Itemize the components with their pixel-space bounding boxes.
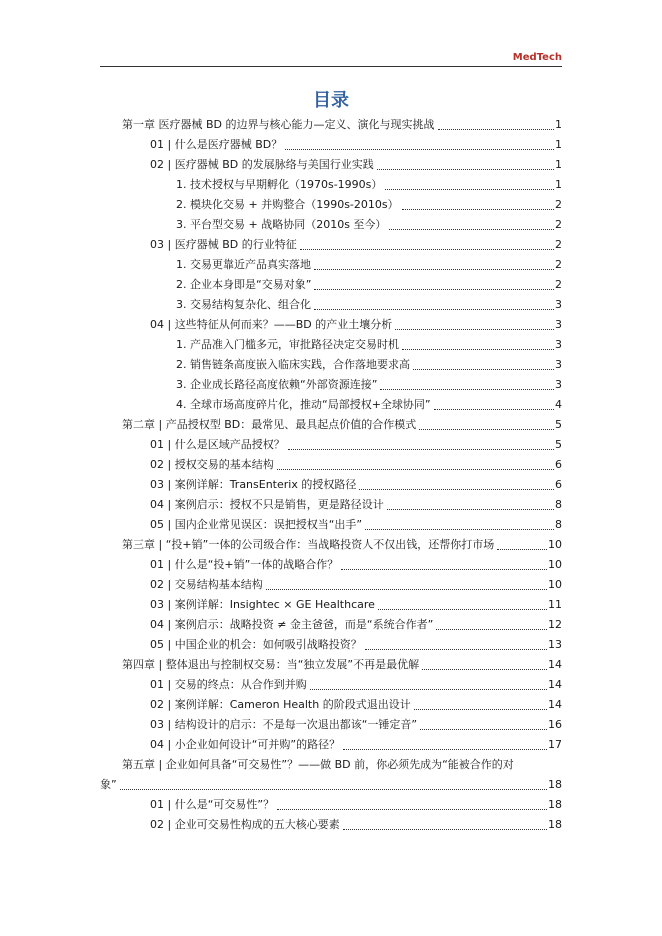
toc-page-number: 10 <box>548 578 562 591</box>
toc-entry[interactable] <box>100 655 562 675</box>
toc-entry[interactable] <box>100 495 562 515</box>
toc-entry-title: 3. 平台型交易 + 战略协同（2010s 至今） <box>176 218 387 231</box>
toc-entry[interactable] <box>100 175 562 195</box>
toc-entry[interactable] <box>100 355 562 375</box>
toc-entry[interactable] <box>100 295 562 315</box>
toc-dot-leader <box>434 409 554 410</box>
toc-entry[interactable] <box>100 215 562 235</box>
toc-dot-leader <box>387 509 554 510</box>
toc-dot-leader <box>310 689 547 690</box>
toc-entry[interactable] <box>100 795 562 815</box>
toc-entry-title: 2. 模块化交易 + 并购整合（1990s-2010s） <box>176 198 399 211</box>
toc-dot-leader <box>120 789 547 790</box>
toc-dot-leader <box>414 709 547 710</box>
toc-dot-leader <box>314 269 554 270</box>
toc-dot-leader <box>436 629 547 630</box>
toc-page-number: 2 <box>555 218 562 231</box>
toc-dot-leader <box>277 809 547 810</box>
toc-page-number: 12 <box>548 618 562 631</box>
toc-page-number: 17 <box>548 738 562 751</box>
toc-page-number: 10 <box>548 538 562 551</box>
toc-entry-title: 02 | 交易结构基本结构 <box>150 578 263 591</box>
toc-page-number: 13 <box>548 638 562 651</box>
toc-entry[interactable] <box>100 255 562 275</box>
toc-dot-leader <box>402 349 554 350</box>
toc-dot-leader <box>395 329 554 330</box>
toc-entry[interactable] <box>100 555 562 575</box>
toc-entry-title: 05 | 中国企业的机会：如何吸引战略投资？ <box>150 638 362 651</box>
toc-page-number: 18 <box>548 778 562 791</box>
toc-page-number: 6 <box>555 458 562 471</box>
toc-entry-title: 3. 交易结构复杂化、组合化 <box>176 298 311 311</box>
toc-entry-title: 3. 企业成长路径高度依赖“外部资源连接” <box>176 378 378 391</box>
toc-entry[interactable] <box>100 675 562 695</box>
toc-dot-leader <box>343 829 547 830</box>
toc-entry-title: 03 | 结构设计的启示：不是每一次退出都该“一锤定音” <box>150 718 418 731</box>
toc-entry-title: 03 | 医疗器械 BD 的行业特征 <box>150 238 297 251</box>
toc-entry-title: 04 | 案例启示：战略投资 ≠ 金主爸爸，而是“系统合作者” <box>150 618 434 631</box>
toc-page-number: 2 <box>555 278 562 291</box>
toc-entry-title: 03 | 案例详解：Insightec × GE Healthcare <box>150 598 375 611</box>
toc-entry-title: 1. 交易更靠近产品真实落地 <box>176 258 311 271</box>
toc-dot-leader <box>497 549 547 550</box>
toc-entry-title: 01 | 什么是“可交易性”？ <box>150 798 275 811</box>
toc-entry-title: 1. 产品准入门槛多元，审批路径决定交易时机 <box>176 338 399 351</box>
header-brand: MedTech <box>512 52 562 63</box>
toc-dot-leader <box>365 649 547 650</box>
toc-entry-title: 4. 全球市场高度碎片化，推动“局部授权+全球协同” <box>176 398 431 411</box>
toc-page-number: 1 <box>555 138 562 151</box>
toc-entry-title: 02 | 企业可交易性构成的五大核心要素 <box>150 818 340 831</box>
toc-page-number: 3 <box>555 318 562 331</box>
toc-dot-leader <box>378 609 547 610</box>
toc-page-number: 16 <box>548 718 562 731</box>
toc-entry[interactable] <box>100 475 562 495</box>
toc-entry[interactable] <box>100 775 562 795</box>
toc-entry[interactable] <box>100 595 562 615</box>
toc-entry-title: 04 | 这些特征从何而来？——BD 的产业土壤分析 <box>150 318 393 331</box>
toc-entry-title: 05 | 国内企业常见误区：误把授权当“出手” <box>150 518 363 531</box>
toc-page-number: 14 <box>548 658 562 671</box>
toc-entry-title: 02 | 案例详解：Cameron Health 的阶段式退出设计 <box>150 698 411 711</box>
toc-entry-title: 1. 技术授权与早期孵化（1970s-1990s） <box>176 178 383 191</box>
toc-page-number: 11 <box>548 598 562 611</box>
toc-entry[interactable] <box>100 375 562 395</box>
toc-dot-leader <box>285 149 554 150</box>
toc-list <box>100 115 562 835</box>
toc-page-number: 14 <box>548 678 562 691</box>
toc-entry-title: 象” <box>100 778 117 791</box>
toc-page-number: 5 <box>555 418 562 431</box>
toc-dot-leader <box>413 369 554 370</box>
toc-dot-leader <box>277 469 554 470</box>
toc-entry[interactable] <box>100 315 562 335</box>
toc-dot-leader <box>377 169 554 170</box>
toc-entry-title: 第四章 | 整体退出与控制权交易：当“独立发展”不再是最优解 <box>122 658 420 671</box>
toc-entry[interactable] <box>100 235 562 255</box>
toc-page-number: 8 <box>555 498 562 511</box>
toc-entry[interactable] <box>100 815 562 835</box>
toc-entry[interactable] <box>100 715 562 735</box>
toc-dot-leader <box>341 569 547 570</box>
toc-entry-title: 第一章 医疗器械 BD 的边界与核心能力—定义、演化与现实挑战 <box>122 118 435 131</box>
toc-dot-leader <box>422 669 547 670</box>
toc-dot-leader <box>389 229 554 230</box>
toc-page-number: 6 <box>555 478 562 491</box>
toc-dot-leader <box>300 249 554 250</box>
toc-entry[interactable] <box>100 515 562 535</box>
toc-entry[interactable] <box>100 335 562 355</box>
toc-entry-title: 02 | 医疗器械 BD 的发展脉络与美国行业实践 <box>150 158 374 171</box>
toc-entry-title: 01 | 什么是医疗器械 BD？ <box>150 138 283 151</box>
toc-page-number: 3 <box>555 358 562 371</box>
toc-entry-title: 02 | 授权交易的基本结构 <box>150 458 274 471</box>
toc-entry[interactable] <box>100 635 562 655</box>
toc-page-number: 4 <box>555 398 562 411</box>
toc-entry-title: 2. 企业本身即是“交易对象” <box>176 278 312 291</box>
toc-page-number: 1 <box>555 178 562 191</box>
toc-entry-title: 第五章 | 企业如何具备“可交易性”？——做 BD 前，你必须先成为“能被合作的对 <box>122 758 514 771</box>
toc-entry[interactable] <box>100 395 562 415</box>
toc-dot-leader <box>438 129 554 130</box>
toc-entry-title: 01 | 什么是“投+销”一体的战略合作？ <box>150 558 339 571</box>
toc-page-number: 1 <box>555 158 562 171</box>
toc-dot-leader <box>359 489 554 490</box>
toc-entry[interactable] <box>100 135 562 155</box>
toc-dot-leader <box>343 749 547 750</box>
toc-entry-title: 2. 销售链条高度嵌入临床实践，合作落地要求高 <box>176 358 410 371</box>
toc-entry[interactable] <box>100 535 562 555</box>
toc-entry[interactable] <box>100 195 562 215</box>
toc-dot-leader <box>266 589 547 590</box>
toc-page-number: 1 <box>555 118 562 131</box>
toc-entry-title: 01 | 什么是区域产品授权？ <box>150 438 285 451</box>
toc-entry-title: 第三章 | “投+销”一体的公司级合作：当战略投资人不仅出钱，还帮你打市场 <box>122 538 495 551</box>
toc-page-number: 3 <box>555 298 562 311</box>
toc-page-number: 3 <box>555 378 562 391</box>
toc-entry[interactable] <box>100 115 562 135</box>
toc-page-number: 3 <box>555 338 562 351</box>
toc-page-number: 2 <box>555 238 562 251</box>
toc-dot-leader <box>288 449 554 450</box>
toc-entry-title: 01 | 交易的终点：从合作到并购 <box>150 678 307 691</box>
toc-page-number: 8 <box>555 518 562 531</box>
header-rule <box>100 66 562 67</box>
toc-entry-title: 04 | 案例启示：授权不只是销售，更是路径设计 <box>150 498 384 511</box>
page-title: 目录 <box>313 90 349 111</box>
toc-page-number: 2 <box>555 198 562 211</box>
toc-entry[interactable] <box>100 455 562 475</box>
toc-dot-leader <box>314 309 554 310</box>
toc-entry[interactable] <box>100 575 562 595</box>
toc-page-number: 14 <box>548 698 562 711</box>
toc-dot-leader <box>365 529 554 530</box>
toc-dot-leader <box>420 729 547 730</box>
toc-entry-title: 04 | 小企业如何设计“可并购”的路径？ <box>150 738 341 751</box>
toc-entry-title: 03 | 案例详解：TransEnterix 的授权路径 <box>150 478 357 491</box>
toc-page-number: 18 <box>548 798 562 811</box>
toc-dot-leader <box>314 289 554 290</box>
toc-entry[interactable] <box>100 435 562 455</box>
toc-page-number: 10 <box>548 558 562 571</box>
toc-page-number: 5 <box>555 438 562 451</box>
toc-entry-wrapped[interactable] <box>100 755 562 795</box>
toc-entry[interactable] <box>100 735 562 755</box>
toc-dot-leader <box>402 209 554 210</box>
toc-entry[interactable] <box>100 155 562 175</box>
toc-dot-leader <box>385 189 554 190</box>
toc-dot-leader <box>380 389 554 390</box>
toc-entry[interactable] <box>100 615 562 635</box>
toc-entry[interactable] <box>100 275 562 295</box>
toc-page-number: 18 <box>548 818 562 831</box>
toc-entry-title: 第二章 | 产品授权型 BD：最常见、最具起点价值的合作模式 <box>122 418 417 431</box>
toc-entry[interactable] <box>100 695 562 715</box>
toc-entry[interactable] <box>100 415 562 435</box>
toc-page-number: 2 <box>555 258 562 271</box>
toc-dot-leader <box>419 429 554 430</box>
